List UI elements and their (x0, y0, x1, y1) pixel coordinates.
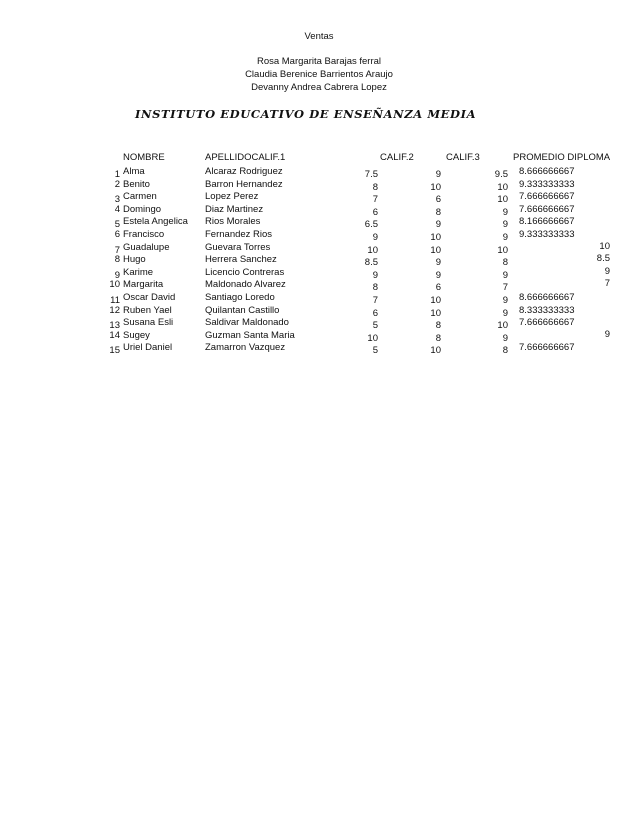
cell-nombre: Karime (123, 267, 154, 278)
cell-promedio: 7 (604, 278, 610, 289)
cell-calif3: 8 (502, 257, 508, 268)
cell-promedio: 8.666666667 (519, 166, 575, 177)
cell-calif1: 8 (372, 282, 378, 293)
row-number: 11 (110, 295, 120, 306)
cell-apellido: Lopez Perez (205, 191, 259, 202)
row-number: 6 (114, 229, 120, 240)
cell-calif1: 7 (372, 295, 378, 306)
cell-calif2: 10 (430, 182, 441, 193)
cell-calif2: 6 (435, 282, 441, 293)
cell-promedio: 9 (604, 266, 610, 277)
cell-calif3: 8 (502, 345, 508, 356)
cell-calif1: 6 (372, 308, 378, 319)
cell-calif1: 9 (372, 232, 378, 243)
row-number: 14 (109, 330, 120, 341)
cell-calif1: 7 (372, 194, 378, 205)
row-number: 3 (114, 194, 120, 205)
cell-nombre: Francisco (123, 229, 165, 240)
row-number: 15 (109, 345, 120, 356)
cell-promedio: 8.333333333 (519, 305, 575, 316)
cell-promedio: 7.666666667 (519, 342, 575, 353)
cell-calif3: 9 (502, 232, 508, 243)
cell-calif2: 9 (435, 219, 441, 230)
cell-calif2: 6 (435, 194, 441, 205)
cell-apellido: Rios Morales (205, 216, 261, 227)
cell-calif2: 10 (430, 308, 441, 319)
header-line-author-2: Claudia Berenice Barrientos Araujo (245, 69, 393, 80)
cell-promedio: 9.333333333 (519, 229, 575, 240)
cell-nombre: Hugo (123, 254, 146, 265)
cell-calif3: 10 (497, 182, 508, 193)
cell-apellido: Zamarron Vazquez (205, 342, 286, 353)
cell-nombre: Susana Esli (123, 317, 174, 328)
cell-calif2: 9 (435, 169, 441, 180)
cell-calif1: 9 (372, 270, 378, 281)
cell-promedio: 7.666666667 (519, 204, 575, 215)
cell-calif2: 10 (430, 232, 441, 243)
row-number: 8 (114, 254, 120, 265)
row-number: 10 (109, 279, 120, 290)
cell-nombre: Uriel Daniel (123, 342, 173, 353)
row-number: 7 (114, 245, 120, 256)
cell-promedio: 8.166666667 (519, 216, 575, 227)
cell-calif2: 8 (435, 207, 441, 218)
column-header-calif2: CALIF.2 (380, 152, 414, 163)
cell-promedio: 9 (604, 329, 610, 340)
cell-apellido: Alcaraz Rodriguez (205, 166, 283, 177)
cell-calif2: 9 (435, 270, 441, 281)
cell-calif3: 9.5 (494, 169, 508, 180)
row-number: 13 (109, 320, 120, 331)
cell-calif1: 5 (372, 320, 378, 331)
cell-calif3: 7 (502, 282, 508, 293)
cell-calif2: 8 (435, 333, 441, 344)
cell-nombre: Sugey (123, 330, 150, 341)
cell-nombre: Ruben Yael (123, 305, 172, 316)
column-header-calif3: CALIF.3 (446, 152, 480, 163)
column-header-apellido: APELLIDOCALIF.1 (205, 152, 286, 163)
cell-calif3: 10 (497, 245, 508, 256)
row-number: 9 (114, 270, 120, 281)
cell-calif3: 9 (502, 308, 508, 319)
cell-calif3: 9 (502, 333, 508, 344)
cell-calif2: 10 (430, 245, 441, 256)
cell-calif2: 10 (430, 295, 441, 306)
cell-apellido: Maldonado Alvarez (205, 279, 286, 290)
cell-calif3: 9 (502, 219, 508, 230)
header-line-author-1: Rosa Margarita Barajas ferral (256, 56, 382, 67)
cell-promedio: 10 (599, 241, 610, 252)
cell-calif1: 10 (367, 333, 378, 344)
cell-nombre: Oscar David (123, 292, 176, 303)
cell-calif3: 9 (502, 207, 508, 218)
header-line-ventas: Ventas (304, 31, 334, 42)
cell-calif1: 10 (367, 245, 378, 256)
cell-apellido: Herrera Sanchez (205, 254, 277, 265)
cell-calif1: 6 (372, 207, 378, 218)
cell-nombre: Alma (123, 166, 145, 177)
cell-promedio: 7.666666667 (519, 191, 575, 202)
cell-promedio: 9.333333333 (519, 179, 575, 190)
header-line-author-3: Devanny Andrea Cabrera Lopez (251, 82, 387, 93)
cell-apellido: Santiago Loredo (205, 292, 275, 303)
cell-calif2: 8 (435, 320, 441, 331)
document-title: INSTITUTO EDUCATIVO DE ENSEÑANZA MEDIA (135, 107, 477, 121)
cell-apellido: Fernandez Rios (205, 229, 273, 240)
column-header-promedio: PROMEDIO DIPLOMA (513, 152, 611, 163)
cell-apellido: Diaz Martinez (205, 204, 264, 215)
cell-calif3: 10 (497, 320, 508, 331)
cell-calif1: 8 (372, 182, 378, 193)
cell-calif1: 8.5 (364, 257, 378, 268)
cell-nombre: Estela Angelica (123, 216, 188, 227)
cell-nombre: Carmen (123, 191, 157, 202)
cell-calif2: 10 (430, 345, 441, 356)
cell-apellido: Quilantan Castillo (205, 305, 280, 316)
cell-apellido: Guevara Torres (205, 242, 271, 253)
row-number: 12 (109, 305, 120, 316)
cell-nombre: Guadalupe (123, 242, 170, 253)
cell-nombre: Benito (123, 179, 150, 190)
cell-calif3: 10 (497, 194, 508, 205)
cell-calif1: 5 (372, 345, 378, 356)
cell-promedio: 8.5 (596, 253, 610, 264)
cell-apellido: Guzman Santa Maria (205, 330, 295, 341)
cell-calif2: 9 (435, 257, 441, 268)
row-number: 1 (114, 169, 120, 180)
cell-calif3: 9 (502, 295, 508, 306)
cell-apellido: Barron Hernandez (205, 179, 283, 190)
cell-nombre: Margarita (123, 279, 164, 290)
cell-promedio: 8.666666667 (519, 292, 575, 303)
cell-nombre: Domingo (123, 204, 162, 215)
cell-calif3: 9 (502, 270, 508, 281)
cell-apellido: Licencio Contreras (205, 267, 285, 278)
row-number: 2 (114, 179, 120, 190)
row-number: 4 (114, 204, 120, 215)
column-header-nombre: NOMBRE (123, 152, 165, 163)
row-number: 5 (114, 219, 120, 230)
cell-apellido: Saldivar Maldonado (205, 317, 289, 328)
cell-calif1: 6.5 (364, 219, 378, 230)
cell-promedio: 7.666666667 (519, 317, 575, 328)
cell-calif1: 7.5 (364, 169, 378, 180)
